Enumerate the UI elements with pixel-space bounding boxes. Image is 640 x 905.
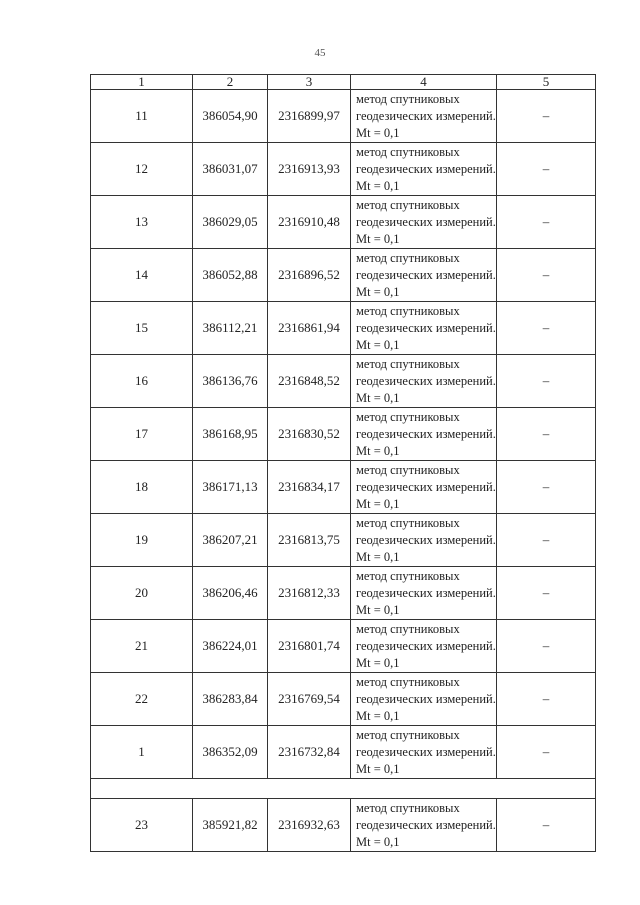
- col5-cell: –: [497, 514, 596, 567]
- gap-cell: [91, 779, 596, 799]
- col5-cell: –: [497, 302, 596, 355]
- y-coordinate-cell: 2316932,63: [268, 799, 351, 852]
- page-number: 45: [314, 47, 326, 59]
- col5-cell: –: [497, 143, 596, 196]
- x-coordinate-cell: 386031,07: [193, 143, 268, 196]
- y-coordinate-cell: 2316861,94: [268, 302, 351, 355]
- y-coordinate-cell: 2316801,74: [268, 620, 351, 673]
- table-gap-row: [91, 779, 596, 799]
- point-number-cell: 12: [91, 143, 193, 196]
- table-row: [91, 408, 596, 461]
- point-number-cell: 17: [91, 408, 193, 461]
- method-cell: метод спутниковых геодезических измерений. Mt = 0,1: [351, 673, 497, 726]
- col5-cell: –: [497, 726, 596, 779]
- table-row: [91, 673, 596, 726]
- method-cell: метод спутниковых геодезических измерений. Mt = 0,1: [351, 90, 497, 143]
- point-number-cell: 20: [91, 567, 193, 620]
- x-coordinate-cell: 386207,21: [193, 514, 268, 567]
- y-coordinate-cell: 2316896,52: [268, 249, 351, 302]
- column-header: 4: [351, 75, 497, 90]
- y-coordinate-cell: 2316769,54: [268, 673, 351, 726]
- table-row: [91, 90, 596, 143]
- method-cell: метод спутниковых геодезических измерений. Mt = 0,1: [351, 799, 497, 852]
- method-cell: метод спутниковых геодезических измерений. Mt = 0,1: [351, 567, 497, 620]
- x-coordinate-cell: 386052,88: [193, 249, 268, 302]
- method-cell: метод спутниковых геодезических измерений. Mt = 0,1: [351, 143, 497, 196]
- y-coordinate-cell: 2316834,17: [268, 461, 351, 514]
- table-row: [91, 196, 596, 249]
- method-cell: метод спутниковых геодезических измерений. Mt = 0,1: [351, 196, 497, 249]
- table-row: [91, 514, 596, 567]
- table-row: [91, 567, 596, 620]
- table-row: [91, 355, 596, 408]
- table-row: [91, 143, 596, 196]
- table-row: [91, 620, 596, 673]
- y-coordinate-cell: 2316848,52: [268, 355, 351, 408]
- col5-cell: –: [497, 461, 596, 514]
- point-number-cell: 15: [91, 302, 193, 355]
- col5-cell: –: [497, 799, 596, 852]
- point-number-cell: 22: [91, 673, 193, 726]
- x-coordinate-cell: 386224,01: [193, 620, 268, 673]
- col5-cell: –: [497, 90, 596, 143]
- x-coordinate-cell: 386352,09: [193, 726, 268, 779]
- method-cell: метод спутниковых геодезических измерений. Mt = 0,1: [351, 726, 497, 779]
- column-header: 1: [91, 75, 193, 90]
- point-number-cell: 1: [91, 726, 193, 779]
- y-coordinate-cell: 2316899,97: [268, 90, 351, 143]
- col5-cell: –: [497, 196, 596, 249]
- method-cell: метод спутниковых геодезических измерений. Mt = 0,1: [351, 620, 497, 673]
- table-row: [91, 799, 596, 852]
- x-coordinate-cell: 386206,46: [193, 567, 268, 620]
- point-number-cell: 11: [91, 90, 193, 143]
- col5-cell: –: [497, 673, 596, 726]
- method-cell: метод спутниковых геодезических измерений. Mt = 0,1: [351, 355, 497, 408]
- table-row: [91, 249, 596, 302]
- x-coordinate-cell: 385921,82: [193, 799, 268, 852]
- method-cell: метод спутниковых геодезических измерений. Mt = 0,1: [351, 408, 497, 461]
- y-coordinate-cell: 2316830,52: [268, 408, 351, 461]
- point-number-cell: 19: [91, 514, 193, 567]
- table-header-row: [91, 75, 596, 90]
- x-coordinate-cell: 386054,90: [193, 90, 268, 143]
- column-header: 3: [268, 75, 351, 90]
- y-coordinate-cell: 2316910,48: [268, 196, 351, 249]
- x-coordinate-cell: 386171,13: [193, 461, 268, 514]
- method-cell: метод спутниковых геодезических измерений. Mt = 0,1: [351, 514, 497, 567]
- y-coordinate-cell: 2316732,84: [268, 726, 351, 779]
- col5-cell: –: [497, 620, 596, 673]
- column-header: 5: [497, 75, 596, 90]
- column-header: 2: [193, 75, 268, 90]
- method-cell: метод спутниковых геодезических измерений. Mt = 0,1: [351, 249, 497, 302]
- y-coordinate-cell: 2316813,75: [268, 514, 351, 567]
- x-coordinate-cell: 386136,76: [193, 355, 268, 408]
- col5-cell: –: [497, 249, 596, 302]
- table-row: [91, 726, 596, 779]
- table-row: [91, 461, 596, 514]
- table-body: [91, 75, 596, 852]
- x-coordinate-cell: 386283,84: [193, 673, 268, 726]
- point-number-cell: 23: [91, 799, 193, 852]
- y-coordinate-cell: 2316913,93: [268, 143, 351, 196]
- point-number-cell: 14: [91, 249, 193, 302]
- y-coordinate-cell: 2316812,33: [268, 567, 351, 620]
- point-number-cell: 16: [91, 355, 193, 408]
- method-cell: метод спутниковых геодезических измерений. Mt = 0,1: [351, 461, 497, 514]
- col5-cell: –: [497, 408, 596, 461]
- x-coordinate-cell: 386168,95: [193, 408, 268, 461]
- x-coordinate-cell: 386029,05: [193, 196, 268, 249]
- coordinates-table: [90, 74, 596, 852]
- col5-cell: –: [497, 355, 596, 408]
- point-number-cell: 13: [91, 196, 193, 249]
- point-number-cell: 21: [91, 620, 193, 673]
- col5-cell: –: [497, 567, 596, 620]
- x-coordinate-cell: 386112,21: [193, 302, 268, 355]
- table-row: [91, 302, 596, 355]
- point-number-cell: 18: [91, 461, 193, 514]
- method-cell: метод спутниковых геодезических измерений. Mt = 0,1: [351, 302, 497, 355]
